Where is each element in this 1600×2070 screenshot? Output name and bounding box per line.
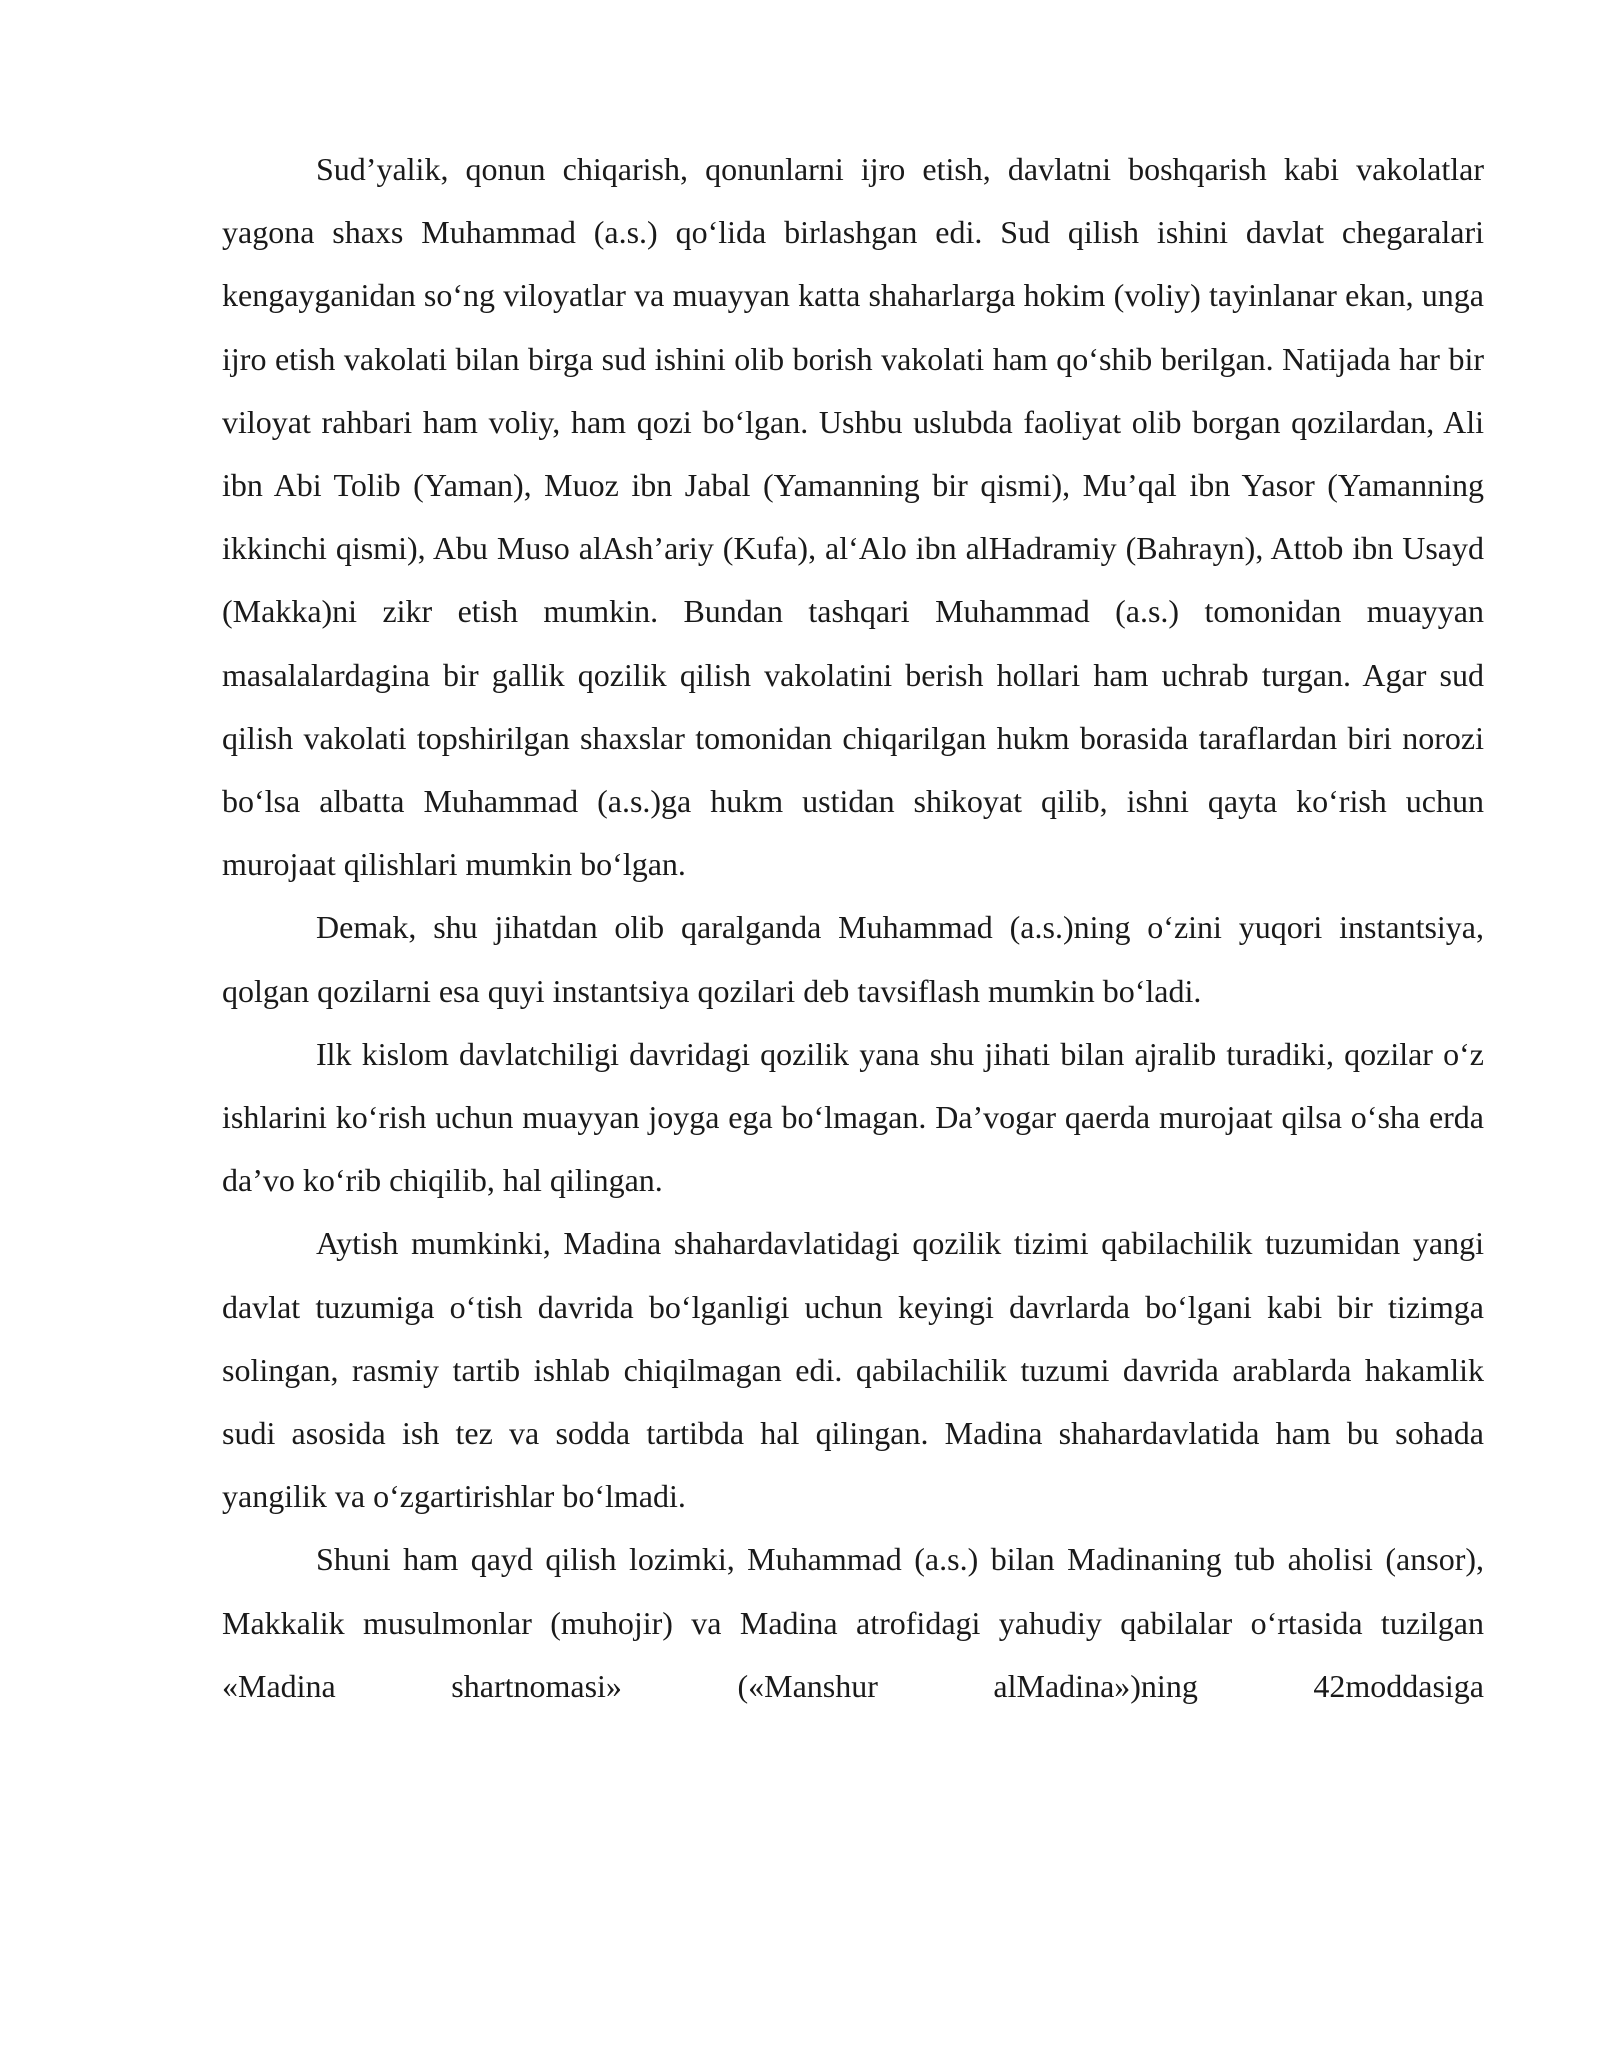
paragraph-2: Demak, shu jihatdan olib qaralganda Muhammad (a.s.)ning o‘zini yuqori instantsiya, qolgan qozilarni esa quyi instantsiya qozilari deb tavsiflash mumkin bo‘ladi.: [222, 909, 1484, 1009]
paragraph-3: Ilk kislom davlatchiligi davridagi qozilik yana shu jihati bilan ajralib turadiki, qozilar o‘z ishlarini ko‘rish uchun muayyan joyga ega bo‘lmagan. Da’vogar qaerda murojaat qilsa o‘sha erda da’vo ko‘rib chiqilib, hal qilingan.: [222, 1035, 1484, 1199]
paragraph-1: Sud’yalik, qonun chiqarish, qonunlarni ijro etish, davlatni boshqarish kabi vakolatlar yagona shaxs Muhammad (a.s.) qo‘lida birlashgan edi. Sud qilish ishini davlat chegaralari kengayganidan so‘ng viloyatlar va muayyan katta shaharlarga hokim (voliy) tayinlanar ekan, unga ijro etish vakolati bilan birga sud ishini olib borish vakolati ham qo‘shib berilgan. Natijada har bir viloyat rahbari ham voliy, ham qozi bo‘lgan. Ushbu uslubda faoliyat olib borgan qozilardan, Ali ibn Abi Tolib (Yaman), Muoz ibn Jabal (Yamanning bir qismi), Mu’qal ibn Yasor (Yamanning ikkinchi qismi), Abu Muso alAsh’ariy (Kufa), al‘Alo ibn alHadramiy (Bahrayn), Attob ibn Usayd (Makka)ni zikr etish mumkin. Bundan tashqari Muhammad (a.s.) tomonidan muayyan masalalardagina bir gallik qozilik qilish vakolatini berish hollari ham uchrab turgan. Agar sud qilish vakolati topshirilgan shaxslar tomonidan chiqarilgan hukm borasida taraflardan biri norozi bo‘lsa albatta Muhammad (a.s.)ga hukm ustidan shikoyat qilib, ishni qayta ko‘rish uchun murojaat qilishlari mumkin bo‘lgan.: [222, 151, 1484, 883]
document-body: [222, 138, 1484, 1718]
paragraph-5: Shuni ham qayd qilish lozimki, Muhammad (a.s.) bilan Madinaning tub aholisi (ansor), Makkalik musulmonlar (muhojir) va Madina atrofidagi yahudiy qabilalar o‘rtasida tuzilgan «Madina shartnomasi» («Manshur alMadina»)ning 42moddasiga: [222, 1541, 1484, 1704]
paragraph-4: Aytish mumkinki, Madina shahardavlatidagi qozilik tizimi qabilachilik tuzumidan yangi davlat tuzumiga o‘tish davrida bo‘lganligi uchun keyingi davrlarda bo‘lgani kabi bir tizimga solingan, rasmiy tartib ishlab chiqilmagan edi. qabilachilik tuzumi davrida arablarda hakamlik sudi asosida ish tez va sodda tartibda hal qilingan. Madina shahardavlatida ham bu sohada yangilik va o‘zgartirishlar bo‘lmadi.: [222, 1225, 1484, 1515]
